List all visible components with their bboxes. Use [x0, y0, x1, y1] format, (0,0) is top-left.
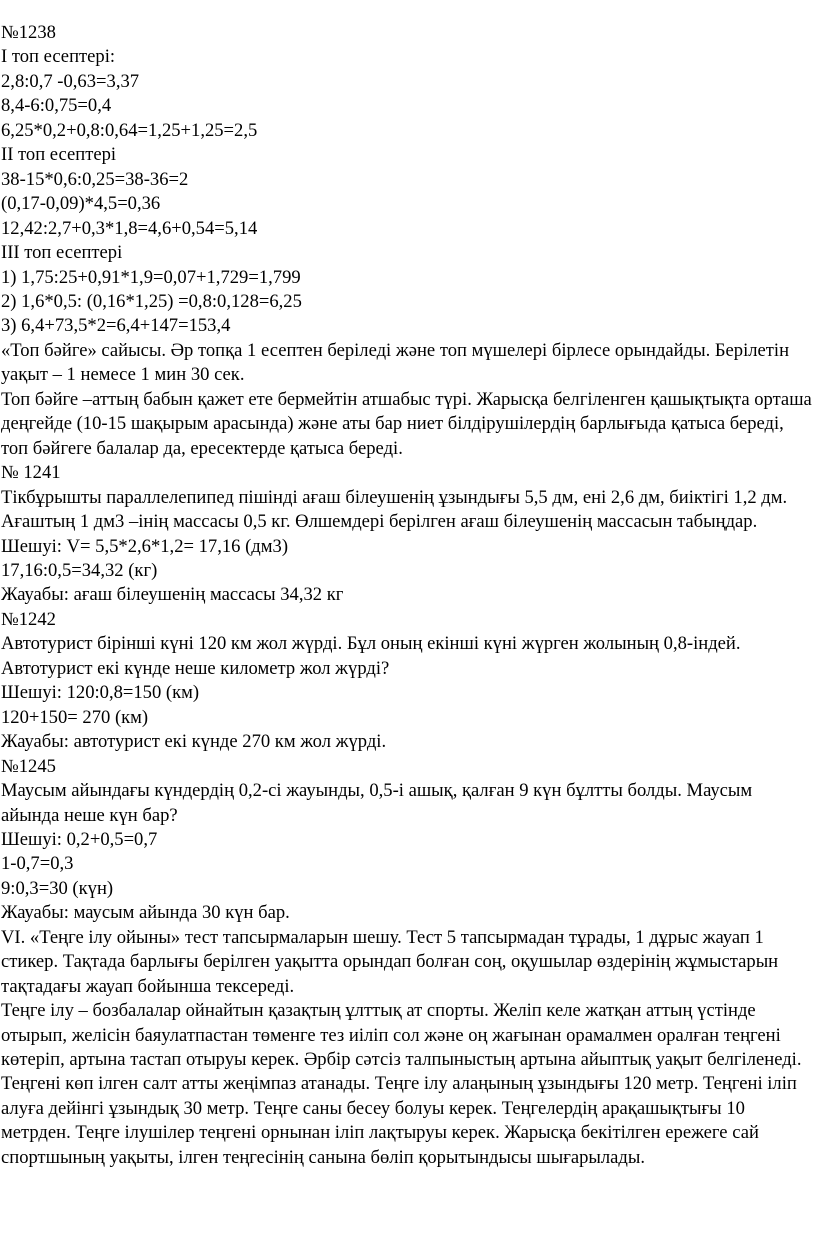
group-heading: І топ есептері:: [1, 46, 116, 68]
group-heading: ІІІ топ есептері: [1, 242, 123, 264]
solution-line: Шешуі: 120:0,8=150 (км): [1, 682, 200, 704]
paragraph: Топ бәйге –аттың бабын қажет ете бермейтін атшабыс түрі. Жарысқа белгіленген қашықтықта орташа деңгейде (10-15 шақырым арасында) және аты бар ниет білдірушілердің барлығыда қатыса береді, топ бәйгеге балалар да, ересектерде қатыса береді.: [1, 388, 812, 459]
solution-line: Шешуі: 0,2+0,5=0,7: [1, 828, 158, 850]
solution-line: Шешуі: V= 5,5*2,6*1,2= 17,16 (дм3): [1, 535, 289, 557]
problem-number: №1242: [1, 608, 56, 630]
answer-line: Жауабы: маусым айында 30 күн бар.: [1, 902, 290, 924]
problem-statement: Маусым айындағы күндердің 0,2-сі жауынды, 0,5-і ашық, қалған 9 күн бұлтты болды. Маусым айында неше күн бар?: [1, 780, 753, 826]
problem-number: №1238: [1, 22, 56, 43]
answer-line: Жауабы: ағаш білеушенің массасы 34,32 кг: [1, 584, 344, 606]
solution-line: 1-0,7=0,3: [1, 853, 74, 875]
equation-line: 1) 1,75:25+0,91*1,9=0,07+1,729=1,799: [1, 266, 301, 288]
solution-line: 9:0,3=30 (күн): [1, 877, 114, 899]
equation-line: 12,42:2,7+0,3*1,8=4,6+0,54=5,14: [1, 217, 258, 239]
equation-line: 6,25*0,2+0,8:0,64=1,25+1,25=2,5: [1, 119, 258, 141]
equation-line: 8,4-6:0,75=0,4: [1, 95, 112, 117]
problem-statement: Тікбұрышты параллелепипед пішінді ағаш білеушенің ұзындығы 5,5 дм, ені 2,6 дм, биіктігі 1,2 дм. Ағаштың 1 дм3 –інің массасы 0,5 кг. Өлшемдері берілген ағаш білеушенің массасын табыңдар.: [1, 486, 788, 533]
paragraph: «Топ бәйге» сайысы. Әр топқа 1 есептен беріледі және топ мүшелері бірлесе орындайды. Берілетін уақыт – 1 немесе 1 мин 30 сек.: [1, 339, 790, 386]
paragraph: VI. «Теңге ілу ойыны» тест тапсырмаларын шешу. Тест 5 тапсырмадан тұрады, 1 дұрыс жауап 1 стикер. Тақтада барлығы берілген уақытта орындап болған соң, оқушылар өздерінің жұмыстарын тақтадағы жауап бойынша тексереді.: [1, 926, 779, 997]
problem-number: № 1241: [1, 462, 61, 484]
document-body: [0, 21, 813, 1170]
group-heading: ІІ топ есептері: [1, 144, 117, 166]
solution-line: 120+150= 270 (км): [1, 706, 149, 728]
equation-line: 3) 6,4+73,5*2=6,4+147=153,4: [1, 315, 231, 337]
solution-line: 17,16:0,5=34,32 (кг): [1, 559, 158, 581]
paragraph: Теңге ілу – бозбалалар ойнайтын қазақтың ұлттық ат спорты. Желіп келе жатқан аттың үстінде отырып, желісін баяулатпастан төменге тез иіліп сол және оң жағынан орамалмен оралған теңгені көтеріп, артына тастап отыруы керек. Әрбір сәтсіз талпыныстың артына айыптық уақыт белгіленеді. Теңгені көп ілген салт атты жеңімпаз атанады. Теңге ілу алаңының ұзындығы 120 метр. Теңгені іліп алуға дейінгі ұзындық 30 метр. Теңге саны бесеу болуы керек. Теңгелердің арақашықтығы 10 метрден. Теңге ілушілер теңгені орнынан іліп лақтыруы керек. Жарысқа бекітілген ережеге сай спортшының уақыты, ілген теңгесінің санына бөліп қорытындысы шығарылады.: [1, 1000, 802, 1168]
equation-line: 2,8:0,7 -0,63=3,37: [1, 70, 140, 92]
answer-line: Жауабы: автотурист екі күнде 270 км жол жүрді.: [1, 731, 387, 753]
problem-number: №1245: [1, 755, 56, 777]
equation-line: 38-15*0,6:0,25=38-36=2: [1, 168, 189, 190]
equation-line: (0,17-0,09)*4,5=0,36: [1, 193, 161, 215]
problem-statement: Автотурист бірінші күні 120 км жол жүрді. Бұл оның екінші күні жүрген жолының 0,8-індей. Автотурист екі күнде неше километр жол жүрді?: [1, 633, 741, 679]
equation-line: 2) 1,6*0,5: (0,16*1,25) =0,8:0,128=6,25: [1, 290, 302, 312]
